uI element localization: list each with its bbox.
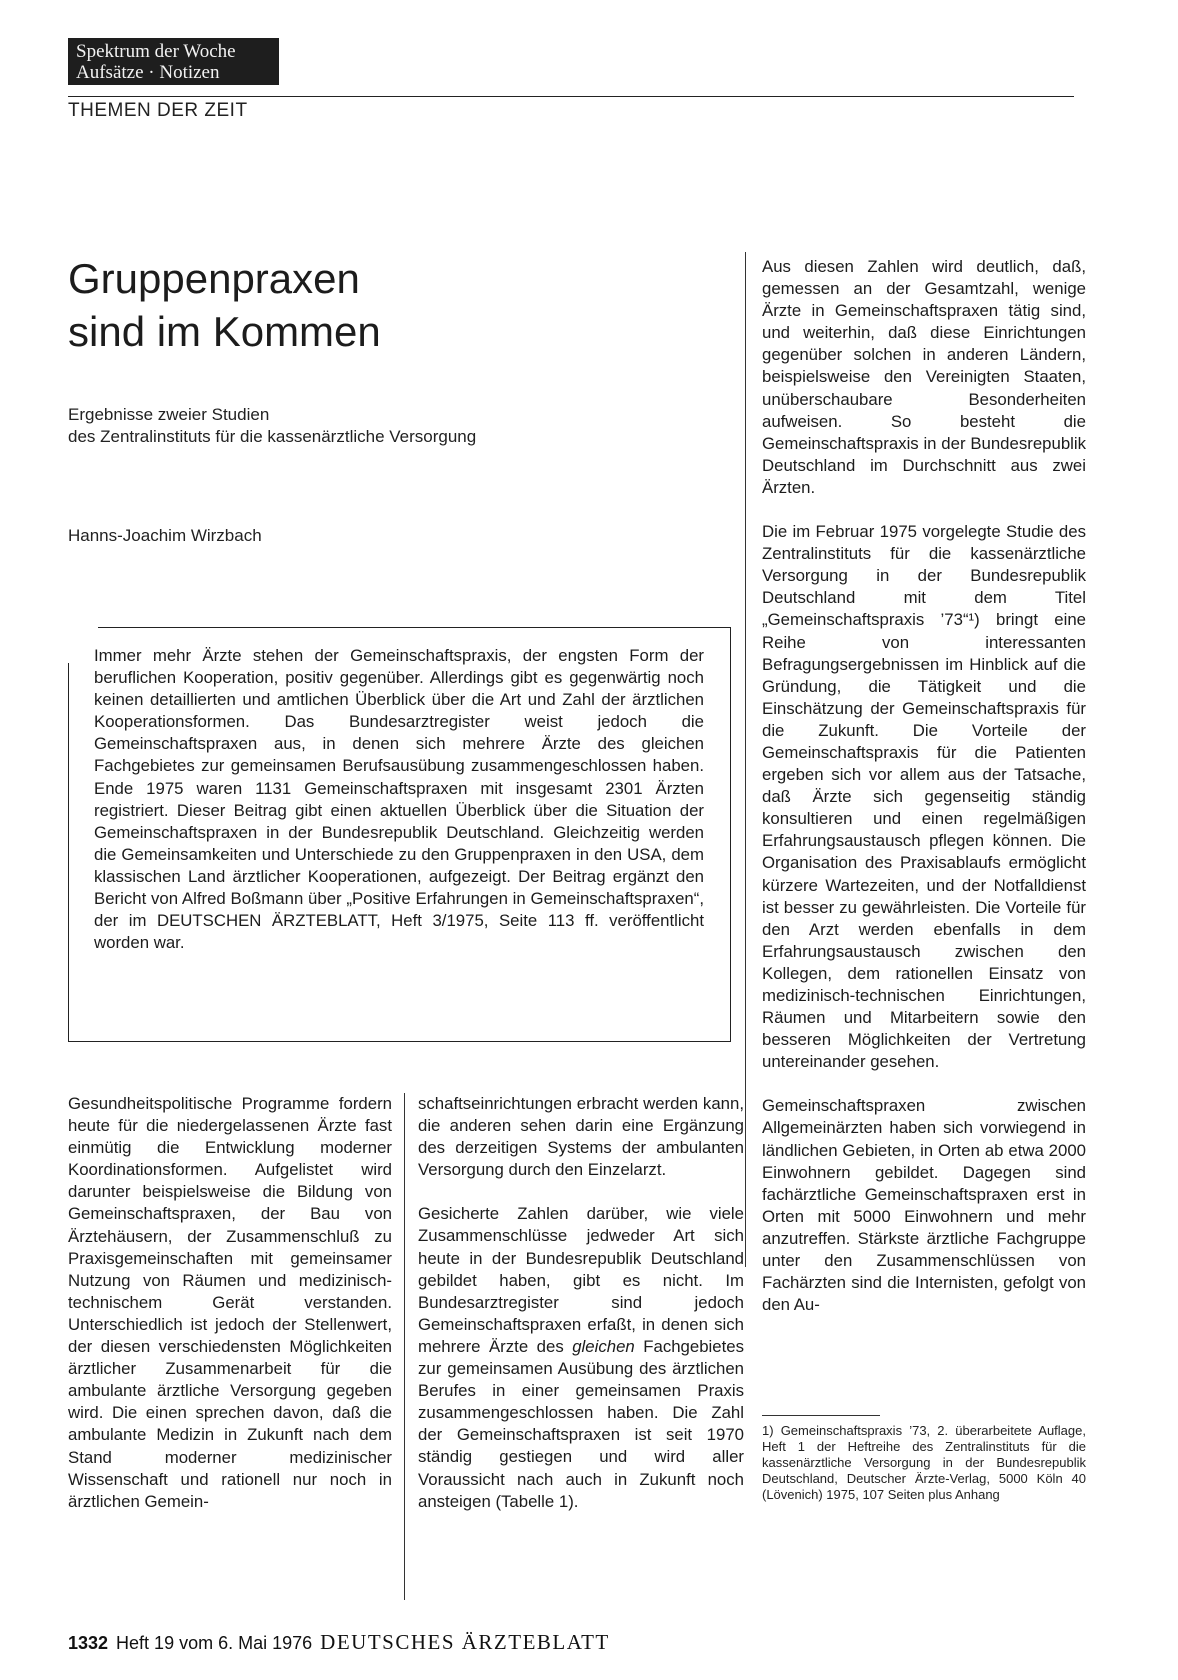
body-column-middle	[418, 1093, 744, 1513]
page-footer	[68, 1630, 610, 1655]
paragraph: Die im Februar 1975 vorgelegte Studie des Zentralinstituts für die kassenärztliche Versorgung in der Bundesrepublik Deutschland mit dem Titel „Gemeinschaftspraxis ’73“¹) bringt eine Reihe von interessanten Befragungsergebnissen im Hinblick auf die Gründung, die Tätigkeit und die Einschätzung der Gemeinschaftspraxis für die Zukunft. Die Vorteile der Gemeinschaftspraxis für die Patienten ergeben sich vor allem aus der Tatsache, daß Ärzte sich gegenseitig ständig konsultieren und einen regelmäßigen Erfahrungsaustausch pflegen können. Die Organisation des Praxisablaufs ermöglicht kürzere Wartezeiten, und der Notfalldienst ist besser zu gewährleisten. Die Vorteile für den Arzt werden ebenfalls in dem Erfahrungsaustausch zwischen den Kollegen, dem rationellen Einsatz von medizinisch-technischen Einrichtungen, Räumen und Mitarbeitern sowie den besseren Möglichkeiten der Vertretung untereinander gesehen.	[762, 522, 1086, 1072]
footnote-rule	[762, 1415, 880, 1416]
subtitle-line-2: des Zentralinstituts für die kassenärztliche Versorgung	[68, 427, 477, 446]
abstract-top-rule	[98, 627, 730, 628]
footnote: 1) Gemeinschaftspraxis ’73, 2. überarbeitete Auflage, Heft 1 der Heftreihe des Zentralinstituts für die kassenärztliche Versorgung in der Bundesrepublik Deutschland, Deutscher Ärzte-Verlag, 5000 Köln 40 (Lövenich) 1975, 107 Seiten plus Anhang	[762, 1423, 1086, 1502]
text-run: Fachgebietes zur gemeinsamen Ausübung des ärztlichen Berufes in einer gemeinsamen Praxis zusammengeschlossen haben. Die Zahl der Gemeinschaftspraxen ist seit 1970 ständig gestiegen und wird aller Voraussicht nach auch in Zukunft noch ansteigen (Tabelle 1).	[418, 1336, 744, 1511]
section-title: THEMEN DER ZEIT	[68, 100, 248, 121]
paragraph: Gesundheitspolitische Programme fordern heute für die niedergelassenen Ärzte fast einmütig die Entwicklung moderner Koordinationsformen. Aufgelistet wird darunter beispielsweise die Bildung von Gemeinschaftspraxen, der Bau von Ärztehäusern, der Zusammenschluß zu Praxisgemeinschaften mit gemeinsamer Nutzung von Räumen und medizinisch-technischem Gerät verstanden. Unterschiedlich ist jedoch der Stellenwert, der diesen verschiedensten Möglichkeiten ärztlicher Zusammenarbeit für die ambulante ärztliche Versorgung gegeben wird. Die einen sprechen davon, daß die ambulante Medizin in Zukunft nach dem Stand moderner medizinischer Wissenschaft und rationell nur noch in ärztlichen Gemein-	[68, 1094, 392, 1511]
header-rule	[68, 96, 1074, 97]
section-badge	[68, 38, 279, 85]
author-name: Hanns-Joachim Wirzbach	[68, 526, 262, 545]
article-subtitle	[68, 404, 728, 448]
abstract-left-rule	[68, 663, 69, 1041]
column-rule	[404, 1093, 405, 1600]
paragraph: Gemeinschaftspraxen zwischen Allgemeinärzten haben sich vorwiegend in ländlichen Gebieten, in Orten ab etwa 2000 Einwohnern gebildet. Dagegen sind fachärztliche Gemeinschaftspraxen erst in Orten mit 5000 Einwohnern und mehr anzutreffen. Stärkste ärztliche Fachgruppe unter den Zusammenschlüssen von Fachärzten sind die Internisten, gefolgt von den Au-	[762, 1096, 1086, 1315]
journal-name: DEUTSCHES ÄRZTEBLATT	[320, 1630, 610, 1654]
paragraph	[418, 1203, 744, 1512]
abstract-text: Immer mehr Ärzte stehen der Gemeinschaftspraxis, der engsten Form der beruflichen Kooperation, positiv gegenüber. Allerdings gibt es gegenwärtig noch keinen detaillierten und amtlichen Überblick über die Art und Zahl der ärztlichen Kooperationsformen. Das Bundesarztregister weist jedoch die Gemeinschaftspraxen aus, in denen sich mehrere Ärzte des gleichen Fachgebietes zur gemeinsamen Berufsausübung zusammengeschlossen haben. Ende 1975 waren 1131 Gemeinschaftspraxen mit insgesamt 2301 Ärzten registriert. Dieser Beitrag gibt einen aktuellen Überblick über die Situation der Gemeinschaftspraxen in der Bundesrepublik Deutschland. Gleichzeitig werden die Gemeinsamkeiten und Unterschiede zu den Gruppenpraxen in den USA, dem klassischen Land ärztlicher Kooperationen, aufgezeigt. Der Beitrag ergänzt den Bericht von Alfred Boßmann über „Positive Erfahrungen in Gemeinschaftspraxen“, der im DEUTSCHEN ÄRZTEBLATT, Heft 3/1975, Seite 113 ff. veröffentlicht worden war.	[94, 646, 704, 953]
paragraph: schaftseinrichtungen erbracht werden kann, die anderen sehen darin eine Ergänzung des derzeitigen Systems der ambulanten Versorgung durch den Einzelarzt.	[418, 1094, 744, 1180]
text-run: Gesicherte Zahlen darüber, wie viele Zusammenschlüsse jedweder Art sich heute in der Bundesrepublik Deutschland gebildet haben, gibt es nicht. Im Bundesarztregister sind jedoch Gemeinschaftspraxen erfaßt, in denen sich mehrere Ärzte des	[418, 1204, 744, 1356]
paragraph: Aus diesen Zahlen wird deutlich, daß, gemessen an der Gesamtzahl, wenige Ärzte in Gemeinschaftspraxen tätig sind, und weiterhin, daß diese Einrichtungen gegenüber solchen in anderen Ländern, beispielsweise den Vereinigten Staaten, unüberschaubare Besonderheiten aufweisen. So besteht die Gemeinschaftspraxis in der Bundesrepublik Deutschland im Durchschnitt aus zwei Ärzten.	[762, 257, 1086, 497]
title-line-1: Gruppenpraxen	[68, 255, 360, 302]
body-column-right	[762, 256, 1086, 1316]
body-column-left	[68, 1093, 392, 1513]
title-line-2: sind im Kommen	[68, 308, 381, 355]
abstract-box	[68, 627, 731, 1042]
column-rule	[745, 252, 746, 1267]
badge-line-1: Spektrum der Woche	[76, 41, 236, 62]
page-number: 1332	[68, 1633, 109, 1653]
subtitle-line-1: Ergebnisse zweier Studien	[68, 405, 270, 424]
issue-info: Heft 19 vom 6. Mai 1976	[116, 1633, 313, 1653]
badge-line-2: Aufsätze · Notizen	[76, 62, 220, 83]
article-title	[68, 252, 728, 358]
emphasis: gleichen	[572, 1336, 635, 1356]
